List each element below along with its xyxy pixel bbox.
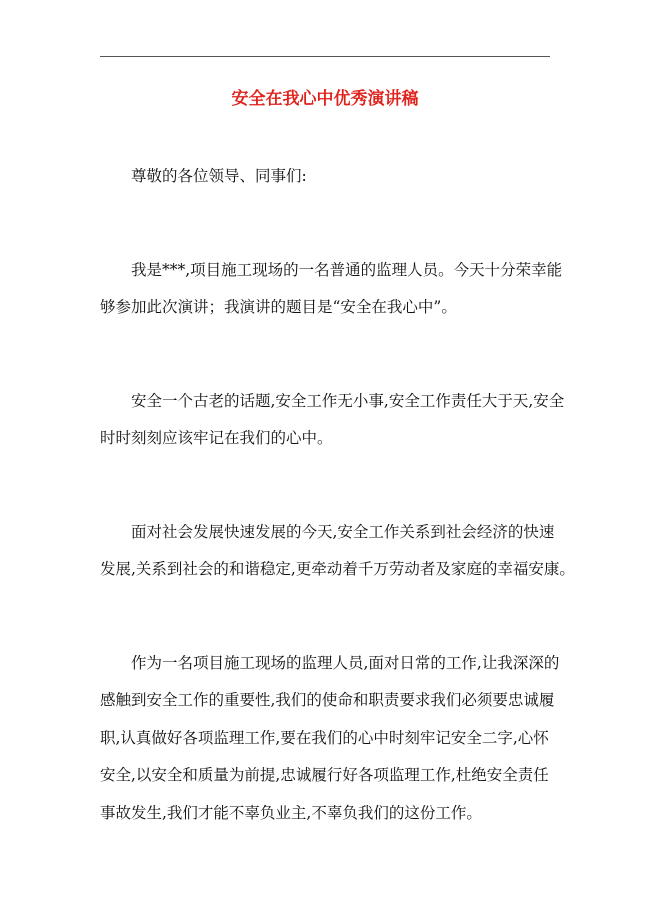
paragraph-line: 感触到安全工作的重要性,我们的使命和职责要求我们必须要忠诚履 xyxy=(100,691,555,709)
paragraph-line: 面对社会发展快速发展的今天,安全工作关系到社会经济的快速 xyxy=(131,522,555,541)
header-rule xyxy=(100,56,550,57)
document-title: 安全在我心中优秀演讲稿 xyxy=(231,89,419,109)
paragraph-line: 尊敬的各位领导、同事们: xyxy=(131,167,307,185)
paragraph-line: 时时刻刻应该牢记在我们的心中。 xyxy=(100,429,333,447)
paragraph-line: 够参加此次演讲；我演讲的题目是“安全在我心中”。 xyxy=(100,298,457,316)
salutation-paragraph xyxy=(100,158,552,196)
paragraph-line: 我是***,项目施工现场的一名普通的监理人员。今天十分荣幸能 xyxy=(131,260,563,279)
paragraph-line: 作为一名项目施工现场的监理人员,面对日常的工作,让我深深的 xyxy=(131,653,560,672)
safety-topic-paragraph xyxy=(100,383,565,458)
introduction-paragraph xyxy=(100,252,563,327)
paragraph-line: 安全一个古老的话题,安全工作无小事,安全工作责任大于天,安全 xyxy=(131,391,565,410)
paragraph-line: 事故发生,我们才能不辜负业主,不辜负我们的这份工作。 xyxy=(100,803,482,822)
supervisor-duty-paragraph xyxy=(100,645,560,833)
social-development-paragraph xyxy=(100,514,575,589)
paragraph-line: 安全,以安全和质量为前提,忠诚履行好各项监理工作,杜绝安全责任 xyxy=(100,766,549,784)
paragraph-line: 职,认真做好各项监理工作,要在我们的心中时刻牢记安全二字,心怀 xyxy=(100,728,549,747)
paragraph-line: 发展,关系到社会的和谐稳定,更牵动着千万劳动者及家庭的幸福安康。 xyxy=(100,560,575,578)
document-body xyxy=(100,158,575,832)
